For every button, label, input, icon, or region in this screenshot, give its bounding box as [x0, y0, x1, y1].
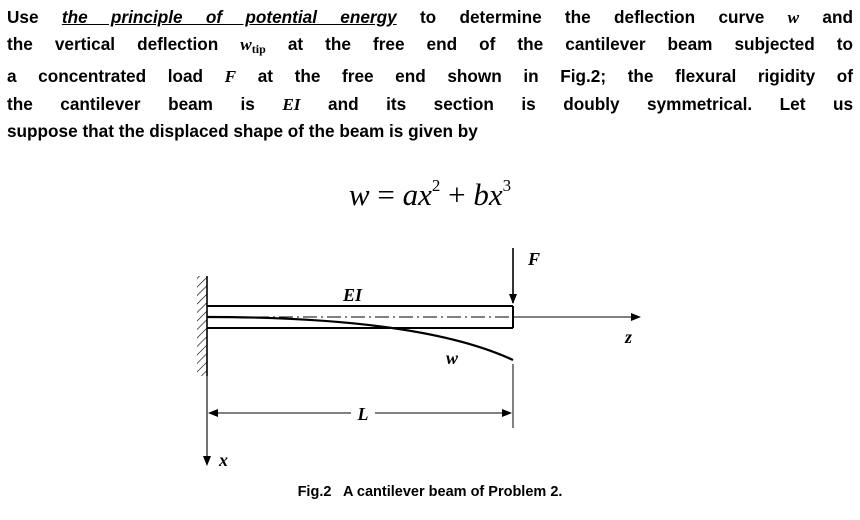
deflection-label: w: [446, 348, 459, 368]
eq-term-b: bx: [473, 177, 503, 212]
problem-line-5: suppose that the displaced shape of the beam is given by: [7, 120, 478, 141]
rigidity-label: EI: [343, 285, 363, 305]
symbol-F: F: [224, 67, 237, 87]
text-segment: the cantilever beam is: [7, 93, 283, 114]
figure-caption: Fig.2 A cantilever beam of Problem 2.: [297, 484, 563, 500]
symbol-w-tip: w: [240, 35, 252, 55]
text-segment: a concentrated load: [7, 66, 225, 87]
text-segment: and: [799, 7, 853, 27]
load-label: F: [528, 249, 541, 269]
deflection-curve: [207, 317, 513, 360]
z-axis-label: z: [625, 327, 633, 347]
text-segment: and its section is doubly symmetrical. Let us: [300, 93, 854, 114]
eq-lhs: w: [348, 177, 370, 212]
text-segment: to determine the deflection curve: [396, 7, 788, 27]
eq-exponent-2: 2: [431, 176, 441, 195]
principle-link-text: the principle of potential energy: [61, 7, 397, 27]
symbol-EI: EI: [282, 94, 301, 114]
eq-plus: +: [440, 177, 474, 212]
eq-exponent-3: 3: [502, 176, 512, 195]
text-segment: the vertical deflection: [7, 34, 241, 55]
length-label: L: [357, 404, 369, 424]
subscript-tip: tip: [251, 42, 266, 57]
symbol-w: w: [787, 8, 800, 27]
text-segment: at the free end shown in Fig.2; the flexural rigidity of: [236, 66, 853, 87]
text-segment: at the free end of the cantilever beam subjected to: [265, 34, 853, 55]
fixed-support: [197, 276, 207, 376]
eq-term-a: ax: [402, 177, 432, 212]
text-segment: Use: [7, 7, 62, 27]
x-axis-label: x: [219, 450, 228, 470]
eq-equals: =: [369, 177, 403, 212]
